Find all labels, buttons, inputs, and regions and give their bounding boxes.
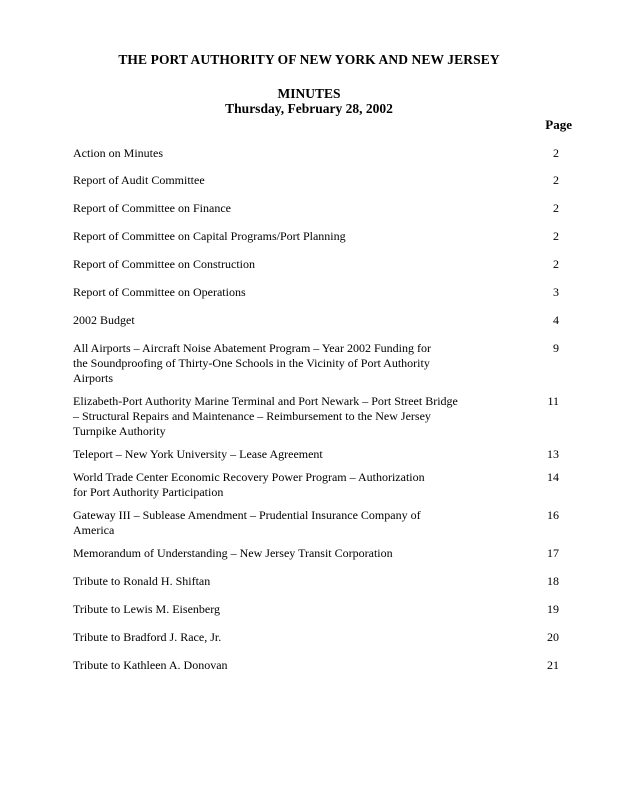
toc-entry-title: World Trade Center Economic Recovery Power Program – Authorization for Port Authority Participation: [73, 470, 425, 499]
toc-entry-page: 19: [547, 602, 559, 616]
toc-entry: [73, 201, 572, 216]
toc-entry-title: Gateway III – Sublease Amendment – Prudential Insurance Company of America: [73, 508, 421, 537]
toc-entry: [73, 146, 572, 161]
table-of-contents: [73, 146, 572, 673]
toc-entry: [73, 546, 572, 561]
toc-entry-title: 2002 Budget: [73, 313, 135, 327]
toc-entry: [73, 229, 572, 244]
toc-entry-title: Report of Committee on Construction: [73, 257, 255, 271]
toc-entry-title: All Airports – Aircraft Noise Abatement Program – Year 2002 Funding for the Soundproofing of Thirty-One Schools in the Vicinity of Port Authority Airports: [73, 341, 431, 385]
toc-entry: [73, 285, 572, 300]
toc-entry-page: 21: [547, 658, 559, 672]
toc-entry: [73, 658, 572, 673]
toc-entry: [73, 470, 572, 500]
toc-entry-title: Report of Committee on Capital Programs/Port Planning: [73, 229, 346, 243]
toc-entry-page: 14: [547, 470, 559, 484]
toc-entry-title: Action on Minutes: [73, 146, 163, 160]
document-title: MINUTES: [277, 86, 341, 101]
toc-entry-title: Tribute to Ronald H. Shiftan: [73, 574, 211, 588]
toc-entry-title: Report of Committee on Finance: [73, 201, 231, 215]
toc-entry-title: Tribute to Kathleen A. Donovan: [73, 658, 228, 672]
toc-entry-page: 2: [553, 146, 559, 160]
toc-entry-page: 17: [547, 546, 559, 560]
toc-entry-title: Tribute to Lewis M. Eisenberg: [73, 602, 220, 616]
toc-entry: [73, 447, 572, 462]
toc-entry-page: 3: [553, 285, 559, 299]
toc-entry: [73, 257, 572, 272]
toc-entry-page: 18: [547, 574, 559, 588]
organization-title: THE PORT AUTHORITY OF NEW YORK AND NEW JERSEY: [118, 52, 500, 67]
toc-entry-page: 20: [547, 630, 559, 644]
toc-entry-page: 2: [553, 201, 559, 215]
page-column-header: Page: [545, 117, 572, 132]
toc-entry: [73, 394, 572, 439]
toc-entry-page: 16: [547, 508, 559, 522]
toc-entry-title: Elizabeth-Port Authority Marine Terminal and Port Newark – Port Street Bridge – Structural Repairs and Maintenance – Reimbursement to the New Jersey Turnpike Authority: [73, 394, 458, 438]
toc-entry: [73, 630, 572, 645]
toc-entry: [73, 313, 572, 328]
toc-entry: [73, 602, 572, 617]
toc-entry-page: 2: [553, 173, 559, 187]
toc-entry-page: 2: [553, 257, 559, 271]
toc-entry-page: 13: [547, 447, 559, 461]
toc-entry-title: Teleport – New York University – Lease Agreement: [73, 447, 323, 461]
meeting-date: Thursday, February 28, 2002: [225, 101, 393, 116]
toc-entry-title: Report of Committee on Operations: [73, 285, 246, 299]
toc-entry: [73, 341, 572, 386]
toc-entry: [73, 508, 572, 538]
toc-entry-page: 2: [553, 229, 559, 243]
toc-entry-page: 9: [553, 341, 559, 355]
toc-entry-title: Tribute to Bradford J. Race, Jr.: [73, 630, 222, 644]
toc-entry-title: Memorandum of Understanding – New Jersey Transit Corporation: [73, 546, 393, 560]
toc-entry-page: 4: [553, 313, 559, 327]
toc-entry-title: Report of Audit Committee: [73, 173, 205, 187]
toc-entry: [73, 574, 572, 589]
toc-entry: [73, 173, 572, 188]
toc-entry-page: 11: [547, 394, 559, 408]
